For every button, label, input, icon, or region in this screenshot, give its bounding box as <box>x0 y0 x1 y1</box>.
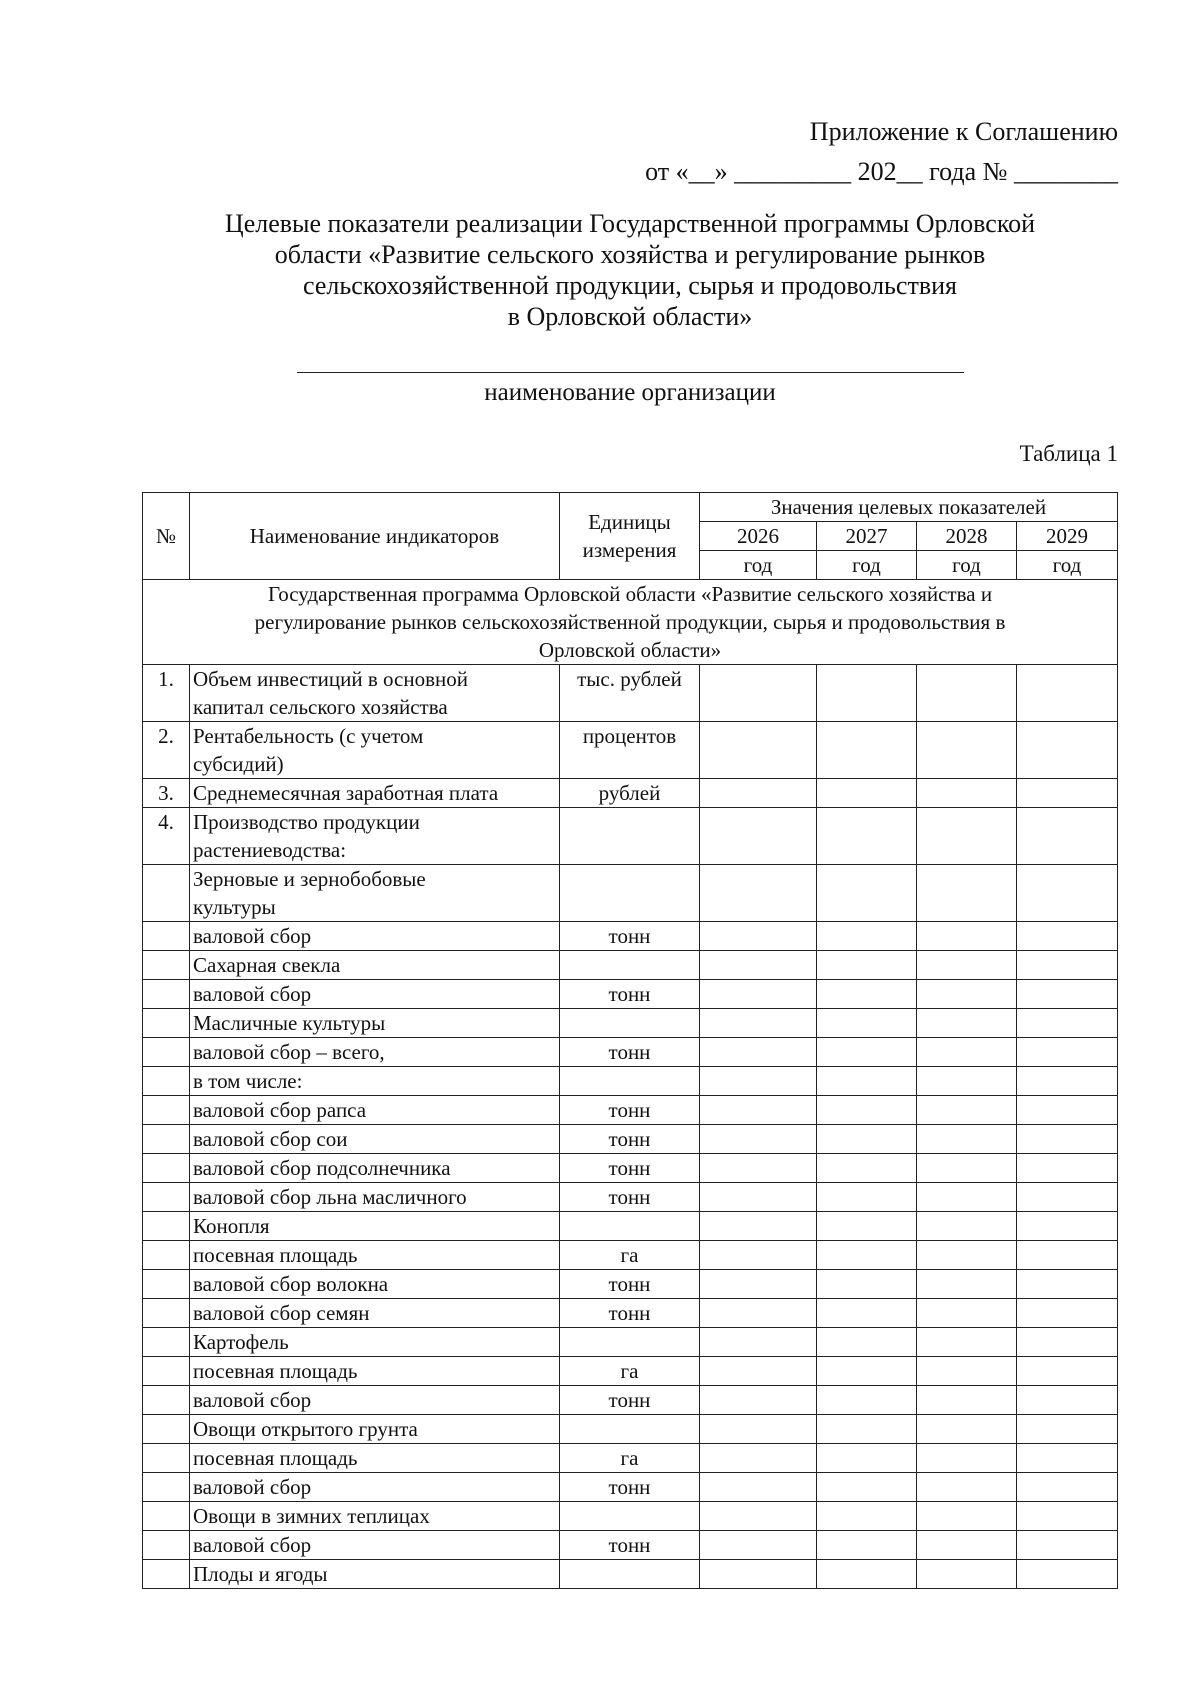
target-value-cell[interactable] <box>1017 1270 1118 1299</box>
target-value-cell[interactable] <box>917 1502 1017 1531</box>
target-value-cell[interactable] <box>817 1502 917 1531</box>
title-line-4: в Орловской области» <box>507 302 753 331</box>
row-number-cell <box>143 1270 190 1299</box>
table-row <box>143 1067 1118 1096</box>
unit-cell: тонн <box>560 1038 700 1067</box>
table-row <box>143 1386 1118 1415</box>
row-number-cell <box>143 922 190 951</box>
table-row <box>143 1009 1118 1038</box>
unit-cell: га <box>560 1357 700 1386</box>
indicator-name-line-1: Картофель <box>193 1330 289 1354</box>
table-row <box>143 1241 1118 1270</box>
target-value-cell[interactable] <box>1017 1444 1118 1473</box>
program-title-row <box>143 580 1118 665</box>
target-value-cell[interactable] <box>917 1328 1017 1357</box>
appendix-header <box>645 112 1118 192</box>
unit-cell: га <box>560 1241 700 1270</box>
col-header-indicator-name: Наименование индикаторов <box>190 493 560 580</box>
col-header-unit <box>560 493 700 580</box>
indicator-name-cell <box>190 1502 560 1531</box>
indicator-name-line-1: Объем инвестиций в основной <box>193 667 468 691</box>
table-row <box>143 951 1118 980</box>
target-value-cell[interactable] <box>700 865 817 922</box>
target-value-cell[interactable] <box>817 1154 917 1183</box>
target-value-cell[interactable] <box>917 1241 1017 1270</box>
target-value-cell[interactable] <box>917 808 1017 865</box>
indicator-name-cell <box>190 1241 560 1270</box>
target-value-cell[interactable] <box>700 1125 817 1154</box>
unit-cell: тонн <box>560 1183 700 1212</box>
table-header-row <box>143 493 1118 522</box>
target-value-cell[interactable] <box>700 722 817 779</box>
target-value-cell[interactable] <box>700 1212 817 1241</box>
target-value-cell[interactable] <box>1017 1009 1118 1038</box>
indicator-name-cell <box>190 1096 560 1125</box>
unit-cell: га <box>560 1444 700 1473</box>
target-value-cell[interactable] <box>700 1096 817 1125</box>
target-value-cell[interactable] <box>817 1531 917 1560</box>
target-value-cell[interactable] <box>700 1357 817 1386</box>
title-line-2: области «Развитие сельского хозяйства и регулирование рынков <box>274 240 986 269</box>
target-value-cell[interactable] <box>817 1096 917 1125</box>
target-value-cell[interactable] <box>817 865 917 922</box>
indicator-name-cell <box>190 1560 560 1589</box>
row-number-cell <box>143 1299 190 1328</box>
target-value-cell[interactable] <box>700 1009 817 1038</box>
target-value-cell[interactable] <box>917 1067 1017 1096</box>
program-title-cell <box>143 580 1118 665</box>
row-number-cell <box>143 1241 190 1270</box>
target-value-cell[interactable] <box>700 808 817 865</box>
indicator-name-line-1: валовой сбор сои <box>193 1127 348 1151</box>
unit-cell: тонн <box>560 1154 700 1183</box>
col-header-year-2028: 2028 <box>917 522 1017 551</box>
indicator-name-cell <box>190 1183 560 1212</box>
row-number-cell <box>143 1357 190 1386</box>
row-number-cell <box>143 1125 190 1154</box>
target-value-cell[interactable] <box>817 1328 917 1357</box>
indicator-name-line-1: валовой сбор семян <box>193 1301 370 1325</box>
indicator-name-line-2: субсидий) <box>193 752 284 776</box>
unit-cell: тонн <box>560 1270 700 1299</box>
unit-cell: тонн <box>560 1125 700 1154</box>
indicator-name-line-2: культуры <box>193 895 276 919</box>
target-value-cell[interactable] <box>817 1212 917 1241</box>
target-value-cell[interactable] <box>700 1473 817 1502</box>
target-value-cell[interactable] <box>917 1009 1017 1038</box>
row-number-cell <box>143 1154 190 1183</box>
indicator-name-cell <box>190 1328 560 1357</box>
table-row <box>143 1502 1118 1531</box>
row-number-cell <box>143 1560 190 1589</box>
unit-cell: тонн <box>560 1299 700 1328</box>
target-value-cell[interactable] <box>917 1299 1017 1328</box>
target-value-cell[interactable] <box>1017 779 1118 808</box>
document-title <box>130 208 1130 332</box>
target-value-cell[interactable] <box>700 1067 817 1096</box>
indicator-name-cell <box>190 1009 560 1038</box>
indicator-name-line-1: валовой сбор льна масличного <box>193 1185 467 1209</box>
table-row <box>143 1531 1118 1560</box>
target-value-cell[interactable] <box>817 1473 917 1502</box>
indicator-name-line-2: капитал сельского хозяйства <box>193 695 448 719</box>
target-value-cell[interactable] <box>1017 1038 1118 1067</box>
indicator-name-cell <box>190 922 560 951</box>
unit-cell <box>560 1009 700 1038</box>
target-value-cell[interactable] <box>700 665 817 722</box>
row-number-cell <box>143 1328 190 1357</box>
row-number-cell: 3. <box>143 779 190 808</box>
target-value-cell[interactable] <box>817 1183 917 1212</box>
target-value-cell[interactable] <box>917 1038 1017 1067</box>
target-value-cell[interactable] <box>917 779 1017 808</box>
target-value-cell[interactable] <box>700 951 817 980</box>
target-value-cell[interactable] <box>817 1415 917 1444</box>
indicator-name-line-1: валовой сбор <box>193 982 312 1006</box>
target-value-cell[interactable] <box>1017 1241 1118 1270</box>
col-header-year-2029: 2029 <box>1017 522 1118 551</box>
indicator-name-cell <box>190 1386 560 1415</box>
row-number-cell <box>143 1386 190 1415</box>
unit-cell <box>560 951 700 980</box>
indicator-name-line-1: валовой сбор <box>193 1388 312 1412</box>
indicator-name-cell <box>190 951 560 980</box>
table-row <box>143 1560 1118 1589</box>
row-number-cell <box>143 1531 190 1560</box>
target-value-cell[interactable] <box>817 722 917 779</box>
unit-cell <box>560 1502 700 1531</box>
table-row <box>143 1415 1118 1444</box>
target-value-cell[interactable] <box>1017 1183 1118 1212</box>
agreement-date-line: от «__» _________ 202__ года № ________ <box>645 157 1118 186</box>
unit-cell: тонн <box>560 1386 700 1415</box>
unit-cell: тонн <box>560 1096 700 1125</box>
indicator-name-cell <box>190 1473 560 1502</box>
program-title-line-3: Орловской области» <box>538 638 722 662</box>
col-header-unit-line1: Единицы <box>588 510 671 534</box>
target-value-cell[interactable] <box>700 1386 817 1415</box>
target-value-cell[interactable] <box>817 1009 917 1038</box>
unit-cell: тыс. рублей <box>560 665 700 722</box>
target-value-cell[interactable] <box>1017 1357 1118 1386</box>
indicator-name-cell <box>190 1212 560 1241</box>
table-row <box>143 665 1118 722</box>
unit-cell <box>560 865 700 922</box>
target-value-cell[interactable] <box>817 980 917 1009</box>
organization-name-blank-line <box>297 372 964 373</box>
indicator-name-line-1: Сахарная свекла <box>193 953 341 977</box>
target-value-cell[interactable] <box>700 1299 817 1328</box>
table-row <box>143 1096 1118 1125</box>
indicator-name-line-1: валовой сбор рапса <box>193 1098 367 1122</box>
target-value-cell[interactable] <box>700 1444 817 1473</box>
target-value-cell[interactable] <box>700 1270 817 1299</box>
target-value-cell[interactable] <box>817 1357 917 1386</box>
organization-caption: наименование организации <box>484 379 776 406</box>
unit-cell: процентов <box>560 722 700 779</box>
indicator-name-line-1: посевная площадь <box>193 1359 358 1383</box>
target-value-cell[interactable] <box>917 1212 1017 1241</box>
target-value-cell[interactable] <box>817 1125 917 1154</box>
target-value-cell[interactable] <box>917 1415 1017 1444</box>
target-value-cell[interactable] <box>1017 722 1118 779</box>
target-value-cell[interactable] <box>917 665 1017 722</box>
target-value-cell[interactable] <box>1017 865 1118 922</box>
indicator-name-cell <box>190 1154 560 1183</box>
row-number-cell: 4. <box>143 808 190 865</box>
table-row <box>143 1328 1118 1357</box>
target-value-cell[interactable] <box>917 1531 1017 1560</box>
indicator-name-cell <box>190 808 560 865</box>
target-value-cell[interactable] <box>1017 980 1118 1009</box>
row-number-cell <box>143 1473 190 1502</box>
indicator-name-cell <box>190 1270 560 1299</box>
unit-cell <box>560 1328 700 1357</box>
indicator-name-cell <box>190 980 560 1009</box>
target-value-cell[interactable] <box>817 779 917 808</box>
target-value-cell[interactable] <box>700 1531 817 1560</box>
target-value-cell[interactable] <box>700 1154 817 1183</box>
target-value-cell[interactable] <box>1017 1473 1118 1502</box>
col-header-unit-line2: измерения <box>582 538 677 562</box>
table-row <box>143 980 1118 1009</box>
row-number-cell <box>143 1038 190 1067</box>
target-value-cell[interactable] <box>1017 1415 1118 1444</box>
indicator-name-line-1: валовой сбор подсолнечника <box>193 1156 451 1180</box>
target-value-cell[interactable] <box>1017 951 1118 980</box>
target-value-cell[interactable] <box>917 922 1017 951</box>
col-header-year-2026-suffix: год <box>700 551 817 580</box>
table-row <box>143 1183 1118 1212</box>
target-value-cell[interactable] <box>917 1270 1017 1299</box>
target-value-cell[interactable] <box>917 1473 1017 1502</box>
row-number-cell <box>143 951 190 980</box>
indicator-name-line-1: посевная площадь <box>193 1243 358 1267</box>
indicator-name-line-1: Овощи открытого грунта <box>193 1417 418 1441</box>
table-row <box>143 808 1118 865</box>
target-value-cell[interactable] <box>917 1154 1017 1183</box>
table-row <box>143 1125 1118 1154</box>
indicator-name-line-1: Масличные культуры <box>193 1011 386 1035</box>
table-row <box>143 722 1118 779</box>
target-value-cell[interactable] <box>1017 1125 1118 1154</box>
target-value-cell[interactable] <box>1017 1154 1118 1183</box>
table-row <box>143 1038 1118 1067</box>
table-row <box>143 1270 1118 1299</box>
target-value-cell[interactable] <box>1017 1299 1118 1328</box>
indicator-name-line-1: посевная площадь <box>193 1446 358 1470</box>
indicator-name-cell <box>190 1357 560 1386</box>
table-row <box>143 779 1118 808</box>
col-header-number: № <box>143 493 190 580</box>
unit-cell <box>560 1067 700 1096</box>
row-number-cell: 1. <box>143 665 190 722</box>
row-number-cell: 2. <box>143 722 190 779</box>
indicator-name-cell <box>190 1038 560 1067</box>
table-row <box>143 1444 1118 1473</box>
indicator-name-line-1: Зерновые и зернобобовые <box>193 867 426 891</box>
target-value-cell[interactable] <box>917 980 1017 1009</box>
target-value-cell[interactable] <box>917 865 1017 922</box>
indicator-name-cell <box>190 865 560 922</box>
unit-cell <box>560 808 700 865</box>
target-value-cell[interactable] <box>1017 1067 1118 1096</box>
target-value-cell[interactable] <box>700 1415 817 1444</box>
title-line-3: сельскохозяйственной продукции, сырья и продовольствия <box>303 271 957 300</box>
col-header-target-values: Значения целевых показателей <box>700 493 1118 522</box>
target-value-cell[interactable] <box>817 1386 917 1415</box>
unit-cell: рублей <box>560 779 700 808</box>
target-value-cell[interactable] <box>817 1560 917 1589</box>
unit-cell: тонн <box>560 1531 700 1560</box>
indicator-name-cell <box>190 1125 560 1154</box>
target-value-cell[interactable] <box>817 1270 917 1299</box>
target-value-cell[interactable] <box>817 1444 917 1473</box>
unit-cell <box>560 1415 700 1444</box>
target-value-cell[interactable] <box>1017 1560 1118 1589</box>
indicator-name-cell <box>190 779 560 808</box>
indicator-name-line-1: валовой сбор волокна <box>193 1272 389 1296</box>
unit-cell: тонн <box>560 922 700 951</box>
target-value-cell[interactable] <box>917 1357 1017 1386</box>
indicator-name-cell <box>190 1415 560 1444</box>
target-value-cell[interactable] <box>817 1067 917 1096</box>
unit-cell: тонн <box>560 1473 700 1502</box>
table-row <box>143 1299 1118 1328</box>
indicator-name-line-1: Производство продукции <box>193 810 420 834</box>
target-value-cell[interactable] <box>1017 808 1118 865</box>
target-value-cell[interactable] <box>817 1038 917 1067</box>
indicator-name-cell <box>190 1531 560 1560</box>
target-value-cell[interactable] <box>917 1444 1017 1473</box>
indicator-name-line-1: валовой сбор <box>193 1533 312 1557</box>
target-value-cell[interactable] <box>700 922 817 951</box>
table-row <box>143 1212 1118 1241</box>
target-value-cell[interactable] <box>1017 1502 1118 1531</box>
target-value-cell[interactable] <box>917 951 1017 980</box>
target-value-cell[interactable] <box>917 1386 1017 1415</box>
appendix-line: Приложение к Соглашению <box>809 117 1118 146</box>
row-number-cell <box>143 1096 190 1125</box>
row-number-cell <box>143 865 190 922</box>
target-value-cell[interactable] <box>700 1183 817 1212</box>
target-value-cell[interactable] <box>817 922 917 951</box>
table-row <box>143 865 1118 922</box>
target-value-cell[interactable] <box>1017 922 1118 951</box>
target-value-cell[interactable] <box>700 1502 817 1531</box>
indicator-name-line-1: валовой сбор – всего, <box>193 1040 385 1064</box>
indicator-name-line-1: Конопля <box>193 1214 270 1238</box>
target-value-cell[interactable] <box>917 1125 1017 1154</box>
row-number-cell <box>143 1183 190 1212</box>
target-value-cell[interactable] <box>917 1096 1017 1125</box>
col-header-year-2029-suffix: год <box>1017 551 1118 580</box>
table-row <box>143 1154 1118 1183</box>
table-row <box>143 1473 1118 1502</box>
title-line-1: Целевые показатели реализации Государственной программы Орловской <box>224 209 1036 238</box>
indicators-table <box>142 492 1118 1589</box>
indicator-name-line-1: Овощи в зимних теплицах <box>193 1504 430 1528</box>
row-number-cell <box>143 1502 190 1531</box>
target-value-cell[interactable] <box>1017 665 1118 722</box>
target-value-cell[interactable] <box>1017 1212 1118 1241</box>
target-value-cell[interactable] <box>917 1183 1017 1212</box>
table-row <box>143 1357 1118 1386</box>
indicator-name-line-1: валовой сбор <box>193 1475 312 1499</box>
target-value-cell[interactable] <box>817 1241 917 1270</box>
target-value-cell[interactable] <box>817 1299 917 1328</box>
target-value-cell[interactable] <box>700 1560 817 1589</box>
row-number-cell <box>143 1067 190 1096</box>
target-value-cell[interactable] <box>700 980 817 1009</box>
indicator-name-line-1: валовой сбор <box>193 924 312 948</box>
target-value-cell[interactable] <box>817 665 917 722</box>
table-caption: Таблица 1 <box>1019 441 1118 466</box>
indicator-name-line-1: Плоды и ягоды <box>193 1562 328 1586</box>
row-number-cell <box>143 980 190 1009</box>
row-number-cell <box>143 1444 190 1473</box>
target-value-cell[interactable] <box>917 722 1017 779</box>
indicator-name-line-2: растениеводства: <box>193 838 347 862</box>
row-number-cell <box>143 1009 190 1038</box>
indicator-name-cell <box>190 722 560 779</box>
program-title-line-2: регулирование рынков сельскохозяйственной продукции, сырья и продовольствия в <box>254 610 1006 634</box>
target-value-cell[interactable] <box>700 1038 817 1067</box>
target-value-cell[interactable] <box>817 951 917 980</box>
col-header-year-2027-suffix: год <box>817 551 917 580</box>
target-value-cell[interactable] <box>817 808 917 865</box>
indicator-name-line-1: в том числе: <box>193 1069 303 1093</box>
indicator-name-line-1: Рентабельность (с учетом <box>193 724 424 748</box>
target-value-cell[interactable] <box>700 779 817 808</box>
indicator-name-cell <box>190 1444 560 1473</box>
target-value-cell[interactable] <box>1017 1386 1118 1415</box>
target-value-cell[interactable] <box>1017 1531 1118 1560</box>
indicator-name-cell <box>190 665 560 722</box>
indicator-name-cell <box>190 1299 560 1328</box>
row-number-cell <box>143 1212 190 1241</box>
target-value-cell[interactable] <box>1017 1096 1118 1125</box>
program-title-line-1: Государственная программа Орловской области «Развитие сельского хозяйства и <box>267 582 993 606</box>
target-value-cell[interactable] <box>700 1328 817 1357</box>
indicator-name-cell <box>190 1067 560 1096</box>
target-value-cell[interactable] <box>700 1241 817 1270</box>
col-header-year-2028-suffix: год <box>917 551 1017 580</box>
indicator-name-line-1: Среднемесячная заработная плата <box>193 781 499 805</box>
unit-cell <box>560 1560 700 1589</box>
col-header-year-2027: 2027 <box>817 522 917 551</box>
row-number-cell <box>143 1415 190 1444</box>
target-value-cell[interactable] <box>1017 1328 1118 1357</box>
target-value-cell[interactable] <box>917 1560 1017 1589</box>
unit-cell <box>560 1212 700 1241</box>
col-header-year-2026: 2026 <box>700 522 817 551</box>
table-row <box>143 922 1118 951</box>
unit-cell: тонн <box>560 980 700 1009</box>
